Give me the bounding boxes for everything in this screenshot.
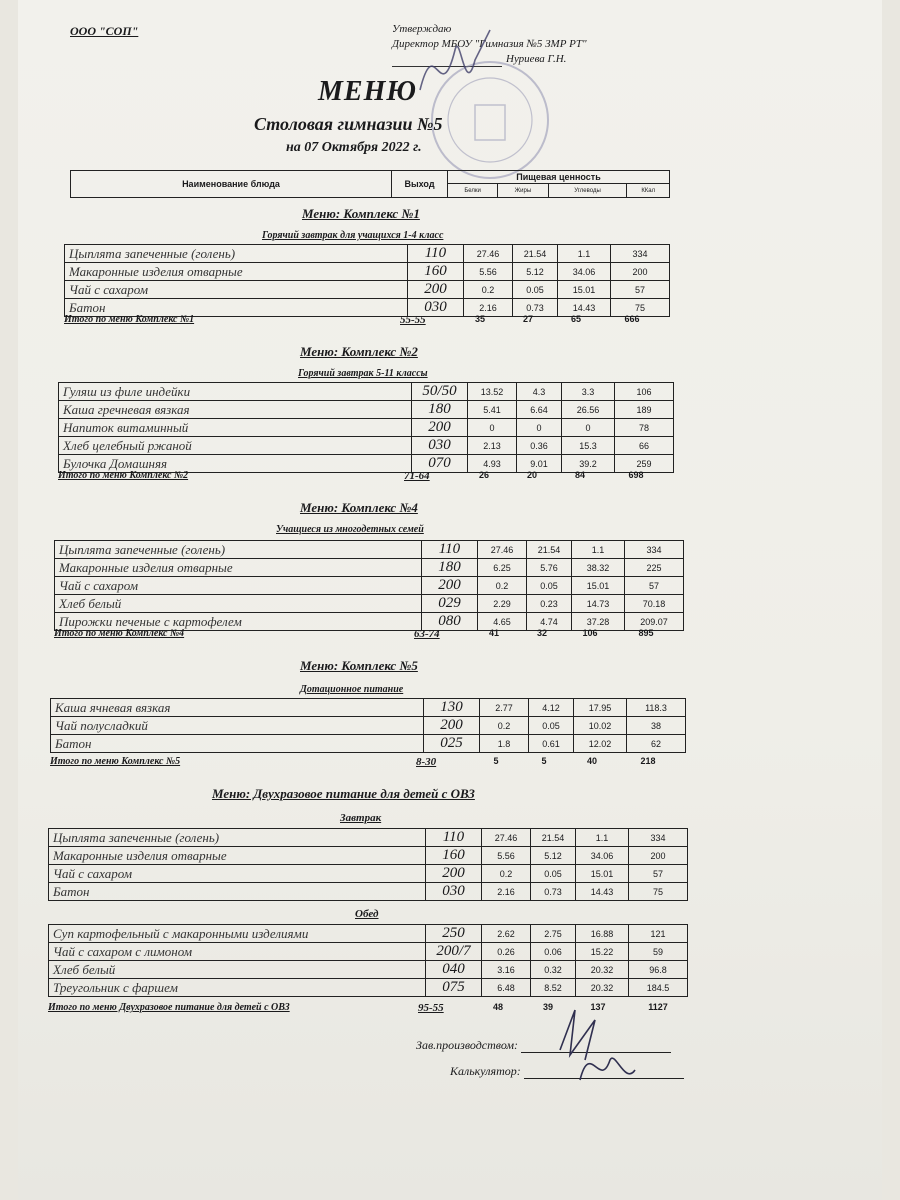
- ovz-total-kcal: 1127: [648, 1002, 668, 1012]
- total-output: 63-74: [414, 628, 440, 640]
- dish-output: 080: [422, 613, 478, 631]
- column-name: Наименование блюда: [71, 171, 392, 198]
- dish-fat: 0.23: [527, 595, 572, 613]
- menu-date: на 07 Октября 2022 г.: [286, 140, 422, 155]
- dish-output: 110: [426, 829, 482, 847]
- dish-kcal: 334: [625, 541, 684, 559]
- total-fat: 32: [536, 628, 547, 638]
- table-row: [55, 559, 684, 577]
- dish-kcal: 62: [627, 735, 686, 753]
- dish-output: 200: [424, 717, 480, 735]
- dish-kcal: 59: [629, 943, 688, 961]
- total-protein: 35: [474, 314, 485, 324]
- dish-name: Цыплята запеченные (голень): [55, 541, 422, 559]
- dish-name: Цыплята запеченные (голень): [65, 245, 408, 263]
- dish-protein: 0.2: [478, 577, 527, 595]
- dish-name: Батон: [65, 299, 408, 317]
- dish-fat: 0.61: [529, 735, 574, 753]
- total-carbs: 65: [570, 314, 581, 324]
- total-kcal: 218: [640, 756, 656, 766]
- approval-line-1: Утверждаю: [392, 23, 452, 35]
- dish-protein: 2.77: [480, 699, 529, 717]
- dish-kcal: 66: [615, 437, 674, 455]
- dish-carbs: 1.1: [558, 245, 611, 263]
- dish-protein: 2.62: [482, 925, 531, 943]
- dish-protein: 27.46: [464, 245, 513, 263]
- total-kcal: 666: [624, 314, 640, 324]
- dish-kcal: 225: [625, 559, 684, 577]
- dish-carbs: 0: [562, 419, 615, 437]
- menu-table: [64, 244, 670, 317]
- dish-name: Каша гречневая вязкая: [59, 401, 412, 419]
- dish-output: 250: [426, 925, 482, 943]
- production-label: Зав.производством:: [416, 1038, 519, 1052]
- dish-kcal: 118.3: [627, 699, 686, 717]
- menu-section-title: Меню: Комплекс №2: [300, 344, 418, 359]
- table-row: [65, 281, 670, 299]
- dish-name: Каша ячневая вязкая: [51, 699, 424, 717]
- dish-fat: 0.36: [517, 437, 562, 455]
- dish-kcal: 334: [629, 829, 688, 847]
- column-nutrition: Пищевая ценность: [448, 171, 670, 184]
- total-kcal: 698: [628, 470, 644, 480]
- dish-protein: 2.16: [464, 299, 513, 317]
- dish-protein: 5.41: [468, 401, 517, 419]
- dish-kcal: 200: [629, 847, 688, 865]
- dish-output: 200: [426, 865, 482, 883]
- dish-carbs: 14.43: [576, 883, 629, 901]
- table-row: [49, 961, 688, 979]
- dish-carbs: 15.3: [562, 437, 615, 455]
- dish-output: 200/7: [426, 943, 482, 961]
- table-row: [65, 245, 670, 263]
- handwritten-signatures: [540, 1000, 650, 1090]
- menu-table: [58, 382, 674, 473]
- column-kcal: ККал: [627, 184, 670, 198]
- dish-output: 070: [412, 455, 468, 473]
- dish-output: 110: [422, 541, 478, 559]
- dish-output: 030: [412, 437, 468, 455]
- dish-kcal: 96.8: [629, 961, 688, 979]
- dish-carbs: 37.28: [572, 613, 625, 631]
- total-label: Итого по меню Комплекс №4: [54, 628, 185, 639]
- column-protein: Белки: [448, 184, 498, 198]
- dish-fat: 2.75: [531, 925, 576, 943]
- dish-output: 030: [426, 883, 482, 901]
- dish-carbs: 34.06: [558, 263, 611, 281]
- dish-output: 025: [424, 735, 480, 753]
- column-carbs: Углеводы: [548, 184, 627, 198]
- menu-section-title: Меню: Комплекс №1: [302, 206, 420, 221]
- dish-protein: 0.26: [482, 943, 531, 961]
- dish-kcal: 75: [611, 299, 670, 317]
- dish-protein: 13.52: [468, 383, 517, 401]
- dish-protein: 4.93: [468, 455, 517, 473]
- total-protein: 41: [488, 628, 499, 638]
- dish-kcal: 57: [611, 281, 670, 299]
- director-name: Нуриева Г.Н.: [506, 53, 567, 65]
- dish-name: Чай с сахаром: [49, 865, 426, 883]
- table-row: [59, 437, 674, 455]
- dish-fat: 5.12: [531, 847, 576, 865]
- dish-protein: 5.56: [464, 263, 513, 281]
- dish-carbs: 39.2: [562, 455, 615, 473]
- dish-fat: 0.05: [529, 717, 574, 735]
- dish-carbs: 14.73: [572, 595, 625, 613]
- dish-name: Напиток витаминный: [59, 419, 412, 437]
- dish-output: 160: [426, 847, 482, 865]
- dish-name: Хлеб белый: [49, 961, 426, 979]
- menu-section-subtitle: Дотационное питание: [300, 684, 404, 695]
- dish-carbs: 1.1: [576, 829, 629, 847]
- dish-protein: 4.65: [478, 613, 527, 631]
- ovz-lunch-label: Обед: [355, 908, 379, 920]
- ovz-lunch-table: [48, 924, 688, 997]
- dish-fat: 6.64: [517, 401, 562, 419]
- total-label: Итого по меню Комплекс №2: [58, 470, 189, 481]
- dish-kcal: 184.5: [629, 979, 688, 997]
- dish-output: 50/50: [412, 383, 468, 401]
- dish-name: Цыплята запеченные (голень): [49, 829, 426, 847]
- dish-protein: 5.56: [482, 847, 531, 865]
- dish-name: Чай с сахаром: [55, 577, 422, 595]
- menu-section-subtitle: Горячий завтрак для учащихся 1-4 класс: [262, 230, 444, 241]
- dish-name: Гуляш из филе индейки: [59, 383, 412, 401]
- dish-output: 040: [426, 961, 482, 979]
- table-row: [49, 883, 688, 901]
- dish-carbs: 26.56: [562, 401, 615, 419]
- table-row: [55, 541, 684, 559]
- dish-output: 200: [422, 577, 478, 595]
- dish-fat: 0.05: [531, 865, 576, 883]
- dish-output: 030: [408, 299, 464, 317]
- dish-name: Макаронные изделия отварные: [55, 559, 422, 577]
- dish-fat: 0.06: [531, 943, 576, 961]
- dish-output: 200: [412, 419, 468, 437]
- menu-section-title: Меню: Комплекс №5: [300, 658, 418, 673]
- dish-output: 200: [408, 281, 464, 299]
- dish-protein: 0.2: [464, 281, 513, 299]
- table-row: [49, 865, 688, 883]
- total-fat: 27: [522, 314, 533, 324]
- dish-fat: 21.54: [531, 829, 576, 847]
- table-row: [65, 263, 670, 281]
- dish-fat: 4.74: [527, 613, 572, 631]
- total-kcal: 895: [638, 628, 654, 638]
- total-output: 55-55: [400, 314, 426, 326]
- table-row: [49, 925, 688, 943]
- ovz-total-label: Итого по меню Двухразовое питание для детей с ОВЗ: [48, 1002, 290, 1013]
- dish-name: Чай с сахаром с лимоном: [49, 943, 426, 961]
- dish-output: 160: [408, 263, 464, 281]
- table-row: [59, 419, 674, 437]
- dish-kcal: 200: [611, 263, 670, 281]
- dish-fat: 0.32: [531, 961, 576, 979]
- ovz-total-fat: 39: [542, 1002, 553, 1012]
- ovz-breakfast-table: [48, 828, 688, 901]
- dish-fat: 0: [517, 419, 562, 437]
- table-row: [49, 979, 688, 997]
- dish-name: Чай с сахаром: [65, 281, 408, 299]
- dish-protein: 0.2: [482, 865, 531, 883]
- dish-fat: 0.05: [513, 281, 558, 299]
- menu-table: [54, 540, 684, 631]
- dish-fat: 4.12: [529, 699, 574, 717]
- total-fat: 5: [541, 756, 547, 766]
- dish-output: 180: [412, 401, 468, 419]
- dish-protein: 6.25: [478, 559, 527, 577]
- dish-fat: 0.73: [513, 299, 558, 317]
- column-fat: Жиры: [498, 184, 548, 198]
- dish-kcal: 334: [611, 245, 670, 263]
- dish-protein: 1.8: [480, 735, 529, 753]
- dish-kcal: 78: [615, 419, 674, 437]
- page-subtitle: Столовая гимназии №5: [254, 114, 443, 134]
- dish-name: Суп картофельный с макаронными изделиями: [49, 925, 426, 943]
- dish-fat: 21.54: [527, 541, 572, 559]
- dish-fat: 8.52: [531, 979, 576, 997]
- dish-name: Пирожки печеные с картофелем: [55, 613, 422, 631]
- dish-carbs: 3.3: [562, 383, 615, 401]
- table-row: [49, 943, 688, 961]
- dish-protein: 2.13: [468, 437, 517, 455]
- dish-carbs: 15.01: [558, 281, 611, 299]
- dish-kcal: 70.18: [625, 595, 684, 613]
- dish-carbs: 15.01: [576, 865, 629, 883]
- total-label: Итого по меню Комплекс №5: [50, 756, 181, 767]
- column-header-table: [70, 170, 670, 198]
- total-carbs: 40: [586, 756, 597, 766]
- dish-fat: 5.12: [513, 263, 558, 281]
- dish-kcal: 57: [625, 577, 684, 595]
- total-label: Итого по меню Комплекс №1: [64, 314, 195, 325]
- dish-output: 075: [426, 979, 482, 997]
- dish-protein: 27.46: [482, 829, 531, 847]
- table-row: [49, 847, 688, 865]
- dish-carbs: 14.43: [558, 299, 611, 317]
- dish-protein: 0: [468, 419, 517, 437]
- dish-carbs: 12.02: [574, 735, 627, 753]
- page-title: МЕНЮ: [318, 76, 417, 107]
- menu-section-subtitle: Учащиеся из многодетных семей: [276, 524, 424, 535]
- dish-protein: 27.46: [478, 541, 527, 559]
- dish-name: Булочка Домашняя: [59, 455, 412, 473]
- dish-name: Хлеб целебный ржаной: [59, 437, 412, 455]
- column-output: Выход: [392, 171, 448, 198]
- total-protein: 26: [478, 470, 489, 480]
- table-row: [59, 383, 674, 401]
- dish-carbs: 20.32: [576, 961, 629, 979]
- dish-carbs: 1.1: [572, 541, 625, 559]
- dish-name: Батон: [49, 883, 426, 901]
- dish-name: Батон: [51, 735, 424, 753]
- ovz-total-output: 95-55: [418, 1002, 444, 1014]
- dish-kcal: 259: [615, 455, 674, 473]
- dish-fat: 4.3: [517, 383, 562, 401]
- dish-fat: 5.76: [527, 559, 572, 577]
- dish-carbs: 10.02: [574, 717, 627, 735]
- table-row: [55, 595, 684, 613]
- menu-table: [50, 698, 686, 753]
- dish-carbs: 15.22: [576, 943, 629, 961]
- dish-fat: 0.05: [527, 577, 572, 595]
- ovz-breakfast-label: Завтрак: [340, 812, 382, 824]
- dish-carbs: 38.32: [572, 559, 625, 577]
- dish-name: Хлеб белый: [55, 595, 422, 613]
- table-row: [51, 699, 686, 717]
- dish-kcal: 75: [629, 883, 688, 901]
- dish-kcal: 57: [629, 865, 688, 883]
- dish-carbs: 17.95: [574, 699, 627, 717]
- ovz-total-protein: 48: [492, 1002, 503, 1012]
- dish-carbs: 20.32: [576, 979, 629, 997]
- table-row: [49, 829, 688, 847]
- table-row: [51, 735, 686, 753]
- menu-section-title: Меню: Комплекс №4: [300, 500, 418, 515]
- dish-fat: 9.01: [517, 455, 562, 473]
- dish-protein: 2.29: [478, 595, 527, 613]
- dish-output: 029: [422, 595, 478, 613]
- dish-protein: 3.16: [482, 961, 531, 979]
- table-row: [59, 401, 674, 419]
- calculator-label: Калькулятор:: [450, 1064, 521, 1078]
- total-output: 71-64: [404, 470, 430, 482]
- dish-fat: 21.54: [513, 245, 558, 263]
- total-carbs: 84: [574, 470, 585, 480]
- table-row: [51, 717, 686, 735]
- dish-protein: 2.16: [482, 883, 531, 901]
- dish-protein: 0.2: [480, 717, 529, 735]
- dish-output: 180: [422, 559, 478, 577]
- dish-fat: 0.73: [531, 883, 576, 901]
- total-carbs: 106: [582, 628, 598, 638]
- director-signature: [420, 30, 490, 90]
- dish-output: 130: [424, 699, 480, 717]
- dish-protein: 6.48: [482, 979, 531, 997]
- ovz-title: Меню: Двухразовое питание для детей с ОВЗ: [212, 786, 475, 801]
- dish-name: Треугольник с фаршем: [49, 979, 426, 997]
- total-fat: 20: [526, 470, 537, 480]
- total-output: 8-30: [416, 756, 437, 768]
- dish-name: Чай полусладкий: [51, 717, 424, 735]
- dish-carbs: 16.88: [576, 925, 629, 943]
- dish-output: 110: [408, 245, 464, 263]
- dish-kcal: 121: [629, 925, 688, 943]
- dish-name: Макаронные изделия отварные: [49, 847, 426, 865]
- approval-line-2: Директор МБОУ "Гимназия №5 ЗМР РТ": [392, 38, 587, 50]
- dish-kcal: 38: [627, 717, 686, 735]
- total-protein: 5: [493, 756, 499, 766]
- ovz-total-carbs: 137: [590, 1002, 606, 1012]
- dish-carbs: 34.06: [576, 847, 629, 865]
- menu-section-subtitle: Горячий завтрак 5-11 классы: [298, 368, 428, 379]
- organization-name: ООО "СОП": [70, 24, 139, 38]
- dish-kcal: 209.07: [625, 613, 684, 631]
- table-row: [55, 577, 684, 595]
- dish-kcal: 106: [615, 383, 674, 401]
- dish-carbs: 15.01: [572, 577, 625, 595]
- dish-kcal: 189: [615, 401, 674, 419]
- dish-name: Макаронные изделия отварные: [65, 263, 408, 281]
